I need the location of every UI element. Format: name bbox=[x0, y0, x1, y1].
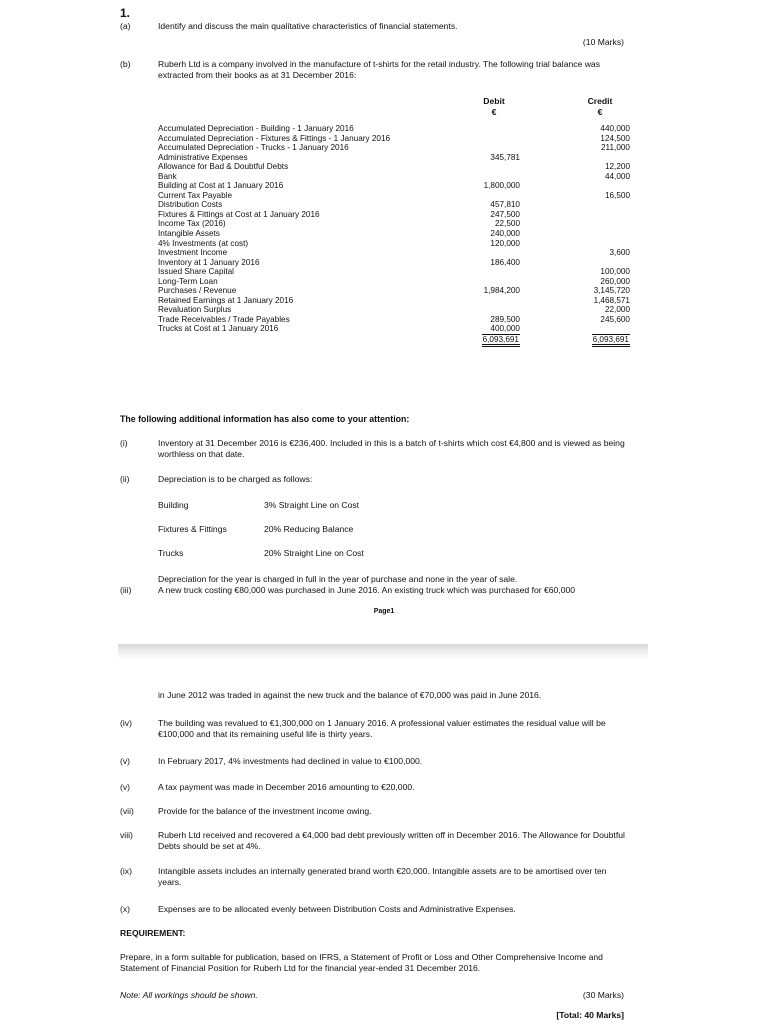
item-ii-label: (ii) bbox=[120, 474, 130, 484]
table-row bbox=[158, 248, 630, 258]
table-row bbox=[158, 200, 630, 210]
credit-header-label: Credit bbox=[587, 96, 613, 106]
table-row bbox=[158, 315, 630, 325]
additional-info-heading: The following additional information has also come to your attention: bbox=[120, 414, 410, 424]
requirement-note: Note: All workings should be shown. bbox=[120, 990, 258, 1000]
dep-fixtures-asset: Fixtures & Fittings bbox=[158, 524, 227, 534]
credit-value: 124,500 bbox=[600, 133, 630, 143]
account-name: Income Tax (2016) bbox=[158, 219, 226, 229]
dep-building-asset: Building bbox=[158, 500, 189, 510]
debit-value: 240,000 bbox=[490, 229, 520, 239]
account-name: Long-Term Loan bbox=[158, 276, 218, 286]
debit-currency: € bbox=[491, 106, 497, 117]
debit-header-label: Debit bbox=[483, 96, 505, 106]
debit-value: 247,500 bbox=[490, 209, 520, 219]
total-marks: [Total: 40 Marks] bbox=[556, 1010, 624, 1020]
dep-trucks-method: 20% Straight Line on Cost bbox=[264, 548, 364, 558]
total-debit: 6,093,691 bbox=[482, 334, 520, 347]
table-row bbox=[158, 267, 630, 277]
account-name: Fixtures & Fittings at Cost at 1 January 2016 bbox=[158, 209, 320, 219]
account-name: Trade Receivables / Trade Payables bbox=[158, 314, 290, 324]
table-row bbox=[158, 239, 630, 249]
debit-value: 289,500 bbox=[490, 314, 520, 324]
trial-balance-totals bbox=[158, 334, 630, 346]
item-x-text: Expenses are to be allocated evenly between Distribution Costs and Administrative Expenses. bbox=[158, 904, 516, 914]
requirement-heading: REQUIREMENT: bbox=[120, 928, 186, 938]
table-row bbox=[158, 296, 630, 306]
table-row bbox=[158, 277, 630, 287]
credit-value: 100,000 bbox=[600, 267, 630, 277]
credit-value: 3,145,720 bbox=[593, 286, 630, 296]
credit-value: 440,000 bbox=[600, 124, 630, 133]
part-b-label: (b) bbox=[120, 59, 131, 69]
table-row bbox=[158, 124, 630, 134]
account-name: Accumulated Depreciation - Building - 1 January 2016 bbox=[158, 124, 354, 133]
item-v2-label: (v) bbox=[120, 782, 131, 792]
total-credit: 6,093,691 bbox=[592, 334, 630, 347]
part-a-label: (a) bbox=[120, 21, 131, 31]
credit-currency: € bbox=[597, 106, 603, 117]
item-iv-label: (iv) bbox=[120, 718, 132, 728]
account-name: Retained Earnings at 1 January 2016 bbox=[158, 295, 294, 305]
account-name: Bank bbox=[158, 171, 177, 181]
page-number: Page1 bbox=[373, 608, 395, 615]
item-iii-text: A new truck costing €80,000 was purchased in June 2016. An existing truck which was purchased for €60,000 bbox=[158, 585, 576, 595]
debit-header bbox=[464, 96, 524, 117]
account-name: Current Tax Payable bbox=[158, 190, 233, 200]
account-name: Issued Share Capital bbox=[158, 267, 235, 277]
debit-value: 186,400 bbox=[490, 257, 520, 267]
table-row bbox=[158, 324, 630, 334]
credit-value: 16,500 bbox=[604, 190, 630, 200]
table-row bbox=[158, 162, 630, 172]
credit-value: 245,600 bbox=[600, 314, 630, 324]
credit-value: 22,000 bbox=[604, 305, 630, 315]
table-row bbox=[158, 229, 630, 239]
table-row bbox=[158, 143, 630, 153]
item-ix-text: Intangible assets includes an internally generated brand worth €20,000. Intangible assets are to be amortised over ten years. bbox=[158, 866, 607, 887]
trial-balance-rows bbox=[158, 124, 630, 334]
depreciation-note: Depreciation for the year is charged in full in the year of purchase and none in the year of sale. bbox=[158, 574, 518, 584]
credit-value: 1,468,571 bbox=[593, 295, 630, 305]
account-name: 4% Investments (at cost) bbox=[158, 238, 249, 248]
account-name: Distribution Costs bbox=[158, 200, 223, 210]
table-row bbox=[158, 258, 630, 268]
debit-value: 1,984,200 bbox=[483, 286, 520, 296]
table-row bbox=[158, 286, 630, 296]
debit-value: 120,000 bbox=[490, 238, 520, 248]
dep-fixtures-method: 20% Reducing Balance bbox=[264, 524, 354, 534]
debit-value: 457,810 bbox=[490, 200, 520, 210]
account-name: Purchases / Revenue bbox=[158, 286, 237, 296]
account-name: Administrative Expenses bbox=[158, 152, 248, 162]
item-i-label: (i) bbox=[120, 438, 128, 448]
part-a-marks: (10 Marks) bbox=[582, 37, 624, 47]
table-row bbox=[158, 219, 630, 229]
table-row bbox=[158, 181, 630, 191]
item-viii-label: viii) bbox=[120, 830, 133, 840]
account-name: Revaluation Surplus bbox=[158, 305, 232, 315]
item-iv-text: The building was revalued to €1,300,000 on 1 January 2016. A professional valuer estimates the residual value will be €100,000 and that its remaining useful life is thirty years. bbox=[158, 718, 606, 739]
debit-value: 22,500 bbox=[494, 219, 520, 229]
account-name: Accumulated Depreciation - Fixtures & Fittings - 1 January 2016 bbox=[158, 133, 391, 143]
item-vii-label: (vii) bbox=[120, 806, 134, 816]
item-v2-text: A tax payment was made in December 2016 amounting to €20,000. bbox=[158, 782, 415, 792]
credit-value: 3,600 bbox=[609, 248, 630, 258]
trial-balance-table bbox=[158, 96, 630, 346]
credit-value: 211,000 bbox=[601, 143, 630, 153]
table-row bbox=[158, 191, 630, 201]
item-v1-text: In February 2017, 4% investments had declined in value to €100,000. bbox=[158, 756, 423, 766]
item-x-label: (x) bbox=[120, 904, 131, 914]
table-row bbox=[158, 134, 630, 144]
debit-value: 400,000 bbox=[490, 324, 520, 334]
table-row bbox=[158, 172, 630, 182]
item-ix-label: (ix) bbox=[120, 866, 132, 876]
item-iii-continued: in June 2012 was traded in against the new truck and the balance of €70,000 was paid in June 2016. bbox=[158, 690, 542, 700]
item-ii-text: Depreciation is to be charged as follows: bbox=[158, 474, 313, 484]
account-name: Investment Income bbox=[158, 248, 228, 258]
credit-value: 12,200 bbox=[604, 162, 630, 172]
dep-building-method: 3% Straight Line on Cost bbox=[264, 500, 360, 510]
requirement-text: Prepare, in a form suitable for publication, based on IFRS, a Statement of Profit or Loss and Other Comprehensive Income and Statement of Financial Position for Ruberh Ltd for the financial year-ended 31 December 2016. bbox=[120, 952, 603, 973]
credit-value: 44,000 bbox=[604, 171, 630, 181]
account-name: Accumulated Depreciation - Trucks - 1 January 2016 bbox=[158, 143, 349, 153]
dep-trucks-asset: Trucks bbox=[158, 548, 184, 558]
item-vii-text: Provide for the balance of the investment income owing. bbox=[158, 806, 372, 816]
item-viii-text: Ruberh Ltd received and recovered a €4,000 bad debt previously written off in December 2016. The Allowance for Doubtful Debts should be set at 4%. bbox=[158, 830, 625, 851]
credit-value: 260,000 bbox=[600, 276, 630, 286]
debit-value: 1,800,000 bbox=[483, 181, 520, 191]
requirement-marks: (30 Marks) bbox=[582, 990, 624, 1000]
table-row bbox=[158, 305, 630, 315]
account-name: Allowance for Bad & Doubtful Debts bbox=[158, 162, 289, 172]
credit-header bbox=[570, 96, 630, 117]
item-i-text: Inventory at 31 December 2016 is €236,400. Included in this is a batch of t-shirts which cost €4,800 and is viewed as being worthless on that date. bbox=[158, 438, 625, 459]
question-number: 1. bbox=[120, 6, 131, 20]
account-name: Trucks at Cost at 1 January 2016 bbox=[158, 324, 279, 334]
account-name: Building at Cost at 1 January 2016 bbox=[158, 181, 284, 191]
item-iii-label: (iii) bbox=[120, 585, 132, 595]
part-a-text: Identify and discuss the main qualitative characteristics of financial statements. bbox=[158, 21, 458, 31]
table-row bbox=[158, 153, 630, 163]
account-name: Inventory at 1 January 2016 bbox=[158, 257, 260, 267]
debit-value: 345,781 bbox=[490, 152, 520, 162]
table-row bbox=[158, 210, 630, 220]
page-break bbox=[118, 644, 648, 660]
trial-balance-header bbox=[158, 96, 630, 124]
item-v1-label: (v) bbox=[120, 756, 131, 766]
account-name: Intangible Assets bbox=[158, 229, 220, 239]
part-b-intro: Ruberh Ltd is a company involved in the manufacture of t-shirts for the retail industry. The following trial balance was extracted from their books as at 31 December 2016: bbox=[158, 59, 601, 80]
